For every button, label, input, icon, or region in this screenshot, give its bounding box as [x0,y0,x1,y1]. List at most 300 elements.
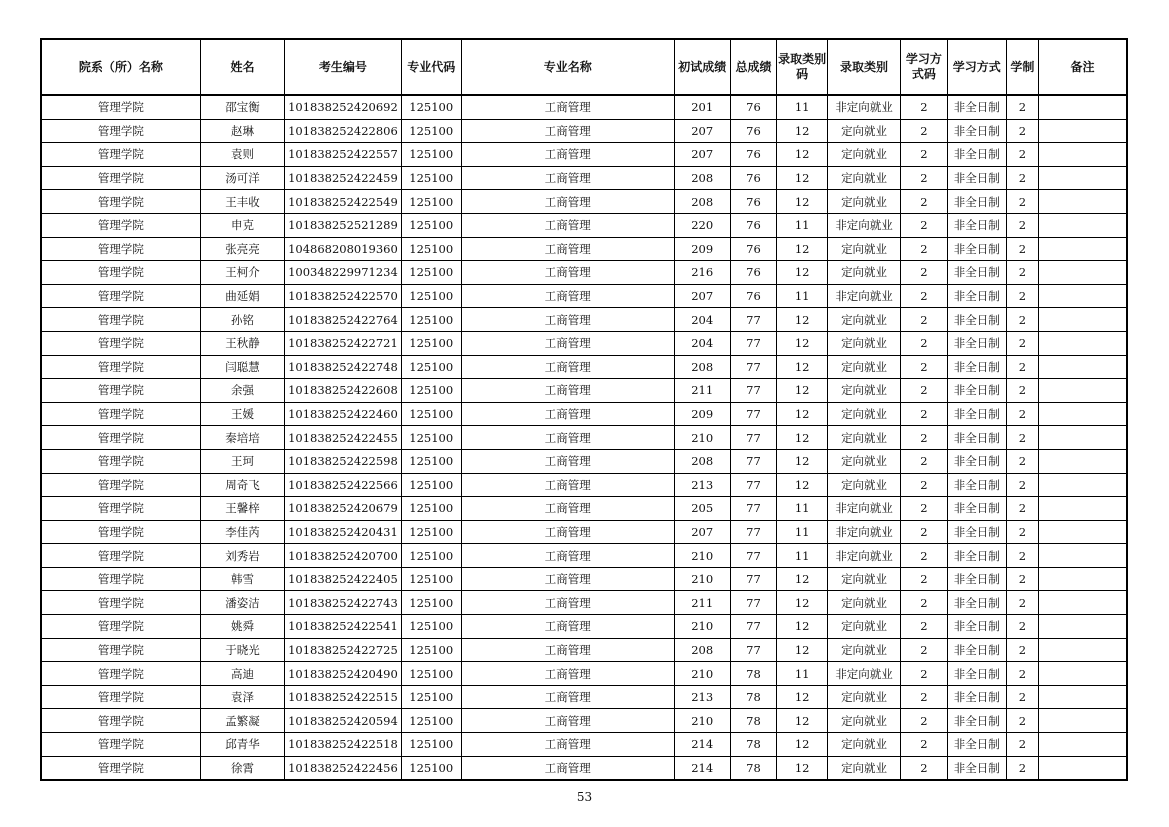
name-cell: 袁则 [200,143,284,167]
major-code-cell: 125100 [401,638,461,662]
study-mode-code-cell: 2 [901,284,948,308]
remarks-cell [1039,261,1127,285]
major-name-cell: 工商管理 [461,615,674,639]
name-cell: 韩雪 [200,567,284,591]
department-cell: 管理学院 [41,709,200,733]
name-cell: 王馨梓 [200,497,284,521]
admission-type-code-cell: 12 [777,638,828,662]
prelim-score-cell: 207 [674,119,730,143]
major-code-cell: 125100 [401,756,461,780]
department-cell: 管理学院 [41,143,200,167]
remarks-cell [1039,567,1127,591]
table-row [41,685,1127,709]
table-row [41,449,1127,473]
major-code-cell: 125100 [401,95,461,119]
admission-type-code-cell: 12 [777,166,828,190]
admission-type-cell: 定向就业 [828,756,901,780]
duration-cell: 2 [1006,591,1038,615]
admission-type-code-cell: 12 [777,449,828,473]
prelim-score-cell: 208 [674,166,730,190]
candidate-id-cell: 101838252422549 [285,190,402,214]
remarks-cell [1039,520,1127,544]
remarks-cell [1039,426,1127,450]
total-score-cell: 76 [730,237,777,261]
study-mode-code-cell: 2 [901,119,948,143]
study-mode-cell: 非全日制 [947,709,1006,733]
name-cell: 王柯介 [200,261,284,285]
study-mode-code-cell: 2 [901,308,948,332]
study-mode-cell: 非全日制 [947,473,1006,497]
admission-type-code-cell: 12 [777,426,828,450]
major-code-cell: 125100 [401,733,461,757]
major-code-cell: 125100 [401,284,461,308]
admission-type-code-cell: 12 [777,331,828,355]
admission-type-code-cell: 11 [777,662,828,686]
major-code-cell: 125100 [401,426,461,450]
admission-type-cell: 非定向就业 [828,520,901,544]
prelim-score-cell: 211 [674,591,730,615]
header-cell: 考生编号 [285,39,402,95]
major-name-cell: 工商管理 [461,166,674,190]
major-code-cell: 125100 [401,355,461,379]
study-mode-cell: 非全日制 [947,402,1006,426]
study-mode-cell: 非全日制 [947,662,1006,686]
remarks-cell [1039,685,1127,709]
candidate-id-cell: 101838252422459 [285,166,402,190]
candidate-id-cell: 101838252422456 [285,756,402,780]
table-row [41,567,1127,591]
major-name-cell: 工商管理 [461,473,674,497]
candidate-id-cell: 104868208019360 [285,237,402,261]
major-code-cell: 125100 [401,331,461,355]
header-cell: 备注 [1039,39,1127,95]
header-row [41,39,1127,95]
major-name-cell: 工商管理 [461,95,674,119]
total-score-cell: 77 [730,520,777,544]
prelim-score-cell: 214 [674,756,730,780]
name-cell: 秦培培 [200,426,284,450]
major-name-cell: 工商管理 [461,685,674,709]
study-mode-cell: 非全日制 [947,379,1006,403]
major-name-cell: 工商管理 [461,284,674,308]
table-body [41,95,1127,780]
header-cell: 录取类别码 [777,39,828,95]
admission-type-code-cell: 12 [777,685,828,709]
remarks-cell [1039,449,1127,473]
total-score-cell: 76 [730,190,777,214]
prelim-score-cell: 210 [674,567,730,591]
table-row [41,756,1127,780]
table-row [41,520,1127,544]
department-cell: 管理学院 [41,166,200,190]
candidate-id-cell: 101838252422725 [285,638,402,662]
admission-type-cell: 非定向就业 [828,284,901,308]
admission-type-cell: 定向就业 [828,426,901,450]
study-mode-code-cell: 2 [901,261,948,285]
prelim-score-cell: 207 [674,284,730,308]
admission-type-code-cell: 12 [777,119,828,143]
header-cell: 学习方式码 [901,39,948,95]
candidate-id-cell: 101838252422541 [285,615,402,639]
study-mode-cell: 非全日制 [947,591,1006,615]
department-cell: 管理学院 [41,756,200,780]
table-row [41,733,1127,757]
admission-type-code-cell: 12 [777,567,828,591]
department-cell: 管理学院 [41,449,200,473]
candidate-id-cell: 101838252422515 [285,685,402,709]
duration-cell: 2 [1006,308,1038,332]
duration-cell: 2 [1006,685,1038,709]
study-mode-cell: 非全日制 [947,685,1006,709]
total-score-cell: 77 [730,308,777,332]
major-name-cell: 工商管理 [461,497,674,521]
remarks-cell [1039,355,1127,379]
prelim-score-cell: 210 [674,709,730,733]
total-score-cell: 77 [730,497,777,521]
admission-type-code-cell: 12 [777,308,828,332]
major-code-cell: 125100 [401,143,461,167]
study-mode-code-cell: 2 [901,143,948,167]
duration-cell: 2 [1006,473,1038,497]
department-cell: 管理学院 [41,615,200,639]
study-mode-code-cell: 2 [901,166,948,190]
table-row [41,473,1127,497]
study-mode-code-cell: 2 [901,567,948,591]
duration-cell: 2 [1006,544,1038,568]
table-row [41,402,1127,426]
candidate-id-cell: 101838252422608 [285,379,402,403]
admission-type-code-cell: 12 [777,615,828,639]
candidate-id-cell: 101838252422806 [285,119,402,143]
candidate-id-cell: 101838252422764 [285,308,402,332]
prelim-score-cell: 207 [674,520,730,544]
remarks-cell [1039,544,1127,568]
major-name-cell: 工商管理 [461,638,674,662]
study-mode-code-cell: 2 [901,709,948,733]
study-mode-cell: 非全日制 [947,733,1006,757]
admission-type-cell: 定向就业 [828,308,901,332]
prelim-score-cell: 205 [674,497,730,521]
table-row [41,638,1127,662]
department-cell: 管理学院 [41,520,200,544]
major-name-cell: 工商管理 [461,544,674,568]
admission-type-cell: 定向就业 [828,379,901,403]
major-name-cell: 工商管理 [461,520,674,544]
remarks-cell [1039,709,1127,733]
admission-type-code-cell: 12 [777,143,828,167]
candidate-id-cell: 101838252422455 [285,426,402,450]
major-name-cell: 工商管理 [461,402,674,426]
admission-type-cell: 定向就业 [828,166,901,190]
department-cell: 管理学院 [41,662,200,686]
major-code-cell: 125100 [401,237,461,261]
total-score-cell: 76 [730,261,777,285]
study-mode-cell: 非全日制 [947,615,1006,639]
name-cell: 闫聪慧 [200,355,284,379]
total-score-cell: 78 [730,685,777,709]
admission-type-cell: 定向就业 [828,709,901,733]
total-score-cell: 77 [730,402,777,426]
total-score-cell: 77 [730,567,777,591]
header-cell: 初试成绩 [674,39,730,95]
major-code-cell: 125100 [401,379,461,403]
major-name-cell: 工商管理 [461,709,674,733]
admission-type-cell: 定向就业 [828,591,901,615]
major-code-cell: 125100 [401,473,461,497]
study-mode-cell: 非全日制 [947,355,1006,379]
admission-type-cell: 定向就业 [828,143,901,167]
prelim-score-cell: 208 [674,449,730,473]
admission-type-cell: 定向就业 [828,615,901,639]
department-cell: 管理学院 [41,95,200,119]
total-score-cell: 76 [730,284,777,308]
major-name-cell: 工商管理 [461,355,674,379]
name-cell: 王珂 [200,449,284,473]
study-mode-cell: 非全日制 [947,426,1006,450]
admission-type-cell: 定向就业 [828,331,901,355]
name-cell: 姚舜 [200,615,284,639]
duration-cell: 2 [1006,95,1038,119]
department-cell: 管理学院 [41,379,200,403]
candidate-id-cell: 101838252521289 [285,213,402,237]
prelim-score-cell: 201 [674,95,730,119]
study-mode-code-cell: 2 [901,379,948,403]
prelim-score-cell: 213 [674,685,730,709]
name-cell: 赵琳 [200,119,284,143]
total-score-cell: 77 [730,331,777,355]
candidate-id-cell: 101838252422598 [285,449,402,473]
study-mode-code-cell: 2 [901,402,948,426]
prelim-score-cell: 208 [674,638,730,662]
candidate-id-cell: 101838252422518 [285,733,402,757]
name-cell: 刘秀岩 [200,544,284,568]
study-mode-cell: 非全日制 [947,308,1006,332]
study-mode-code-cell: 2 [901,733,948,757]
name-cell: 周奇飞 [200,473,284,497]
total-score-cell: 77 [730,591,777,615]
study-mode-code-cell: 2 [901,331,948,355]
major-code-cell: 125100 [401,190,461,214]
major-code-cell: 125100 [401,662,461,686]
table-row [41,544,1127,568]
prelim-score-cell: 207 [674,143,730,167]
department-cell: 管理学院 [41,308,200,332]
department-cell: 管理学院 [41,497,200,521]
major-code-cell: 125100 [401,615,461,639]
table-row [41,662,1127,686]
admission-type-code-cell: 12 [777,261,828,285]
major-code-cell: 125100 [401,166,461,190]
total-score-cell: 76 [730,166,777,190]
duration-cell: 2 [1006,638,1038,662]
duration-cell: 2 [1006,426,1038,450]
study-mode-code-cell: 2 [901,449,948,473]
candidate-id-cell: 101838252422557 [285,143,402,167]
department-cell: 管理学院 [41,237,200,261]
name-cell: 汤可洋 [200,166,284,190]
table-row [41,497,1127,521]
name-cell: 潘姿洁 [200,591,284,615]
candidate-id-cell: 101838252422721 [285,331,402,355]
major-code-cell: 125100 [401,497,461,521]
remarks-cell [1039,119,1127,143]
department-cell: 管理学院 [41,284,200,308]
remarks-cell [1039,662,1127,686]
department-cell: 管理学院 [41,473,200,497]
major-name-cell: 工商管理 [461,237,674,261]
admission-type-code-cell: 11 [777,497,828,521]
major-code-cell: 125100 [401,544,461,568]
name-cell: 徐霄 [200,756,284,780]
study-mode-code-cell: 2 [901,638,948,662]
department-cell: 管理学院 [41,685,200,709]
study-mode-code-cell: 2 [901,355,948,379]
prelim-score-cell: 204 [674,308,730,332]
total-score-cell: 77 [730,615,777,639]
admission-type-code-cell: 12 [777,190,828,214]
major-code-cell: 125100 [401,213,461,237]
admission-type-cell: 定向就业 [828,449,901,473]
study-mode-cell: 非全日制 [947,756,1006,780]
study-mode-code-cell: 2 [901,520,948,544]
study-mode-code-cell: 2 [901,685,948,709]
admission-type-cell: 非定向就业 [828,662,901,686]
duration-cell: 2 [1006,567,1038,591]
major-code-cell: 125100 [401,520,461,544]
admission-type-code-cell: 11 [777,95,828,119]
study-mode-code-cell: 2 [901,662,948,686]
total-score-cell: 77 [730,449,777,473]
name-cell: 余强 [200,379,284,403]
major-name-cell: 工商管理 [461,591,674,615]
admission-type-cell: 定向就业 [828,402,901,426]
remarks-cell [1039,166,1127,190]
header-cell: 姓名 [200,39,284,95]
major-code-cell: 125100 [401,119,461,143]
header-cell: 学习方式 [947,39,1006,95]
major-name-cell: 工商管理 [461,213,674,237]
total-score-cell: 77 [730,473,777,497]
major-name-cell: 工商管理 [461,308,674,332]
remarks-cell [1039,308,1127,332]
remarks-cell [1039,591,1127,615]
admission-type-code-cell: 12 [777,756,828,780]
major-name-cell: 工商管理 [461,567,674,591]
remarks-cell [1039,95,1127,119]
duration-cell: 2 [1006,261,1038,285]
candidate-id-cell: 101838252422566 [285,473,402,497]
duration-cell: 2 [1006,166,1038,190]
candidate-id-cell: 100348229971234 [285,261,402,285]
study-mode-cell: 非全日制 [947,497,1006,521]
admission-type-code-cell: 11 [777,544,828,568]
total-score-cell: 77 [730,355,777,379]
candidate-id-cell: 101838252422743 [285,591,402,615]
duration-cell: 2 [1006,402,1038,426]
table-row [41,143,1127,167]
department-cell: 管理学院 [41,638,200,662]
major-code-cell: 125100 [401,261,461,285]
department-cell: 管理学院 [41,261,200,285]
total-score-cell: 76 [730,213,777,237]
page-number: 53 [576,790,593,804]
duration-cell: 2 [1006,119,1038,143]
candidate-id-cell: 101838252420679 [285,497,402,521]
candidate-id-cell: 101838252420594 [285,709,402,733]
total-score-cell: 76 [730,95,777,119]
admission-type-cell: 定向就业 [828,685,901,709]
remarks-cell [1039,379,1127,403]
candidate-id-cell: 101838252422405 [285,567,402,591]
remarks-cell [1039,733,1127,757]
admission-type-code-cell: 11 [777,520,828,544]
major-name-cell: 工商管理 [461,190,674,214]
admission-type-cell: 非定向就业 [828,95,901,119]
major-code-cell: 125100 [401,567,461,591]
prelim-score-cell: 213 [674,473,730,497]
study-mode-code-cell: 2 [901,237,948,261]
prelim-score-cell: 210 [674,662,730,686]
remarks-cell [1039,331,1127,355]
total-score-cell: 76 [730,143,777,167]
remarks-cell [1039,638,1127,662]
department-cell: 管理学院 [41,213,200,237]
table-row [41,166,1127,190]
admission-type-cell: 定向就业 [828,261,901,285]
name-cell: 李佳芮 [200,520,284,544]
major-name-cell: 工商管理 [461,143,674,167]
admission-type-code-cell: 11 [777,213,828,237]
department-cell: 管理学院 [41,331,200,355]
study-mode-cell: 非全日制 [947,567,1006,591]
prelim-score-cell: 210 [674,544,730,568]
duration-cell: 2 [1006,520,1038,544]
admission-type-cell: 定向就业 [828,733,901,757]
name-cell: 于晓光 [200,638,284,662]
table-row [41,308,1127,332]
total-score-cell: 78 [730,756,777,780]
prelim-score-cell: 209 [674,237,730,261]
header-cell: 专业代码 [401,39,461,95]
table-row [41,615,1127,639]
department-cell: 管理学院 [41,544,200,568]
department-cell: 管理学院 [41,733,200,757]
name-cell: 王秋静 [200,331,284,355]
remarks-cell [1039,237,1127,261]
study-mode-cell: 非全日制 [947,166,1006,190]
admission-type-code-cell: 11 [777,284,828,308]
major-name-cell: 工商管理 [461,756,674,780]
admission-type-cell: 定向就业 [828,473,901,497]
study-mode-cell: 非全日制 [947,261,1006,285]
admission-type-code-cell: 12 [777,709,828,733]
name-cell: 高迪 [200,662,284,686]
remarks-cell [1039,213,1127,237]
remarks-cell [1039,143,1127,167]
remarks-cell [1039,402,1127,426]
prelim-score-cell: 208 [674,190,730,214]
admission-table [40,38,1128,781]
study-mode-cell: 非全日制 [947,237,1006,261]
name-cell: 王媛 [200,402,284,426]
prelim-score-cell: 204 [674,331,730,355]
remarks-cell [1039,190,1127,214]
table-row [41,261,1127,285]
duration-cell: 2 [1006,355,1038,379]
remarks-cell [1039,756,1127,780]
department-cell: 管理学院 [41,567,200,591]
study-mode-cell: 非全日制 [947,638,1006,662]
